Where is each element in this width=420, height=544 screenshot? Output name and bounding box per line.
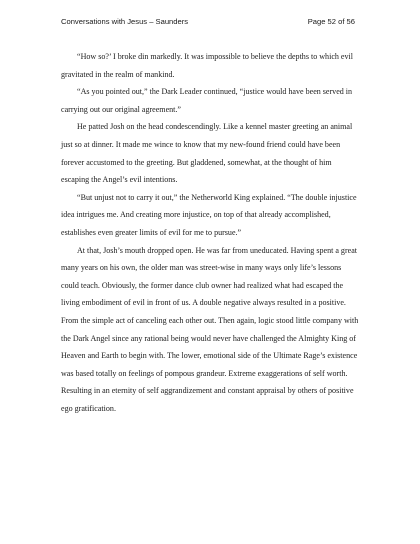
paragraph-1: “How so?’ I broke din markedly. It was impossible to believe the depths to which evil gravitated in the realm of mankind.: [61, 52, 353, 79]
paragraph-3: He patted Josh on the head condescendingly. Like a kennel master greeting an animal just so at dinner. It made me wince to know that my new-found friend could have been forever accustomed to the greeting. But gladdened, somewhat, at the thought of him escaping the Angel’s evil intentions.: [61, 122, 353, 185]
running-header: [61, 17, 355, 29]
page-number: Page 52 of 56: [307, 17, 355, 26]
document-title: Conversations with Jesus – Saunders: [61, 17, 189, 26]
body-text: [61, 48, 360, 417]
paragraph-5: At that, Josh’s mouth dropped open. He was far from uneducated. Having spent a great many years on his own, the older man was street-wise in many ways only life’s lessons could teach. Obviously, the former dance club owner had realized what had escaped the living embodiment of evil in front of us. A double negative always resulted in a positive. From the simple act of canceling each other out. Then again, logic stood little company with the Dark Angel since any rational being would never have challenged the Almighty King of Heaven and Earth to begin with. The lower, emotional side of the Ultimate Rage’s existence was based totally on feelings of pompous grandeur. Extreme exaggerations of self worth. Resulting in an eternity of self aggrandizement and constant appraisal by others of positive ego gratification.: [61, 245, 359, 413]
paragraph-4: “But unjust not to carry it out,” the Netherworld King explained. “The double injustice idea intrigues me. And creating more injustice, on top of that already accomplished, establishes even greater limits of evil for me to pursue.”: [61, 192, 357, 237]
paragraph-2: “As you pointed out,” the Dark Leader continued, “justice would have been served in carrying out our original agreement.”: [61, 87, 353, 114]
